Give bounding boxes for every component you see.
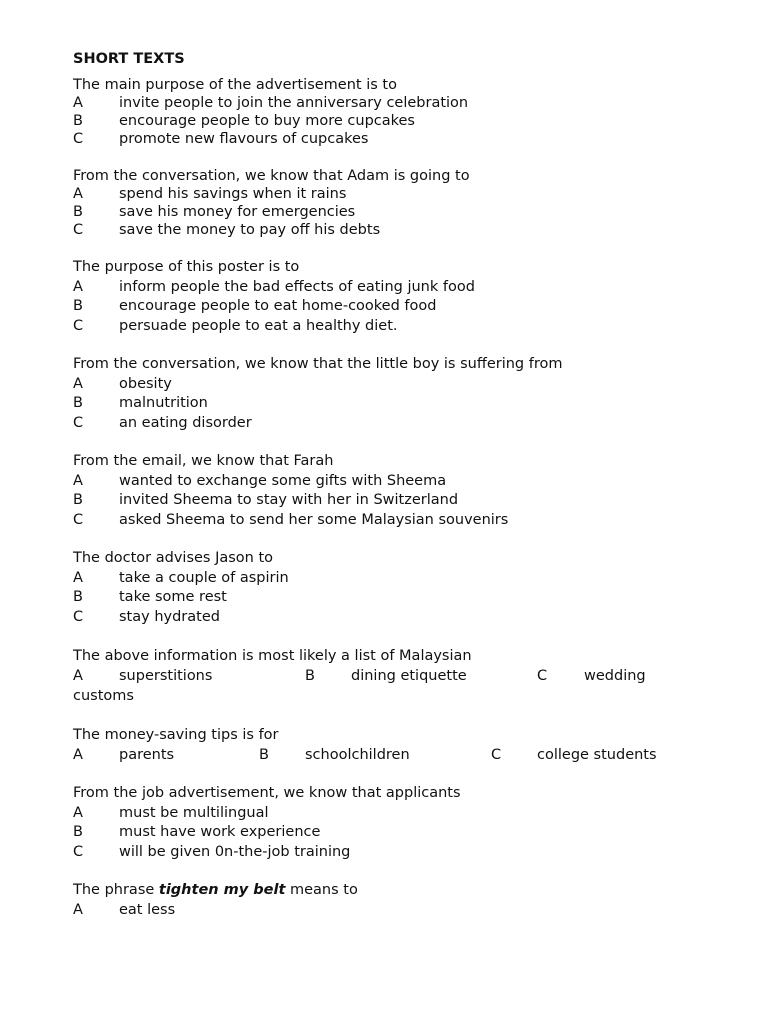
question-stem: The money-saving tips is for — [73, 727, 279, 743]
question-stem: The above information is most likely a list of Malaysian — [73, 648, 472, 664]
option-c — [73, 511, 713, 531]
question-8 — [73, 725, 713, 765]
option-b — [73, 203, 713, 221]
option-text: wanted to exchange some gifts with Sheema — [119, 472, 447, 489]
option-letter: B — [73, 824, 83, 840]
option-text: promote new flavours of cupcakes — [119, 131, 369, 147]
option-letter: A — [73, 186, 83, 202]
question-stem: The purpose of this poster is to — [73, 259, 300, 275]
option-letter: B — [73, 298, 83, 314]
option-letter: B — [305, 668, 315, 684]
option-text: asked Sheema to send her some Malaysian souvenirs — [119, 511, 509, 528]
option-letter: A — [73, 804, 83, 821]
option-letter: C — [73, 511, 84, 528]
option-letter: A — [73, 668, 83, 684]
option-a — [73, 804, 713, 824]
section-title: SHORT TEXTS — [73, 51, 185, 67]
option-b — [73, 394, 713, 414]
option-letter: C — [73, 414, 84, 431]
question-stem: The main purpose of the advertisement is to — [73, 77, 397, 93]
option-a — [73, 94, 713, 112]
option-text: dining etiquette — [351, 668, 467, 684]
option-text: stay hydrated — [119, 608, 220, 625]
option-b — [73, 297, 713, 317]
option-c — [73, 317, 713, 337]
stem-emphasis: tighten my belt — [158, 882, 286, 898]
option-text: invited Sheema to stay with her in Switzerland — [119, 492, 459, 508]
option-text: save his money for emergencies — [119, 204, 356, 220]
question-stem: From the email, we know that Farah — [73, 453, 334, 469]
option-letter: B — [73, 589, 83, 605]
question-stem: From the conversation, we know that the little boy is suffering from — [73, 356, 563, 372]
option-text: wedding — [584, 668, 646, 684]
option-letter: C — [73, 317, 84, 334]
question-6 — [73, 549, 713, 627]
option-text: spend his savings when it rains — [119, 186, 347, 202]
option-c — [73, 608, 713, 628]
option-continuation: customs — [73, 688, 134, 704]
option-a — [73, 569, 713, 589]
inline-options — [73, 745, 713, 765]
option-text: encourage people to eat home-cooked food — [119, 298, 437, 314]
question-4 — [73, 355, 713, 433]
option-letter: C — [537, 668, 548, 684]
option-text: eat less — [119, 901, 176, 918]
question-stem: From the conversation, we know that Adam is going to — [73, 168, 470, 184]
option-text: invite people to join the anniversary celebration — [119, 95, 469, 111]
option-letter: C — [73, 608, 84, 625]
document-page — [73, 48, 713, 939]
question-stem — [73, 881, 713, 901]
option-text: obesity — [119, 375, 172, 392]
option-a — [73, 185, 713, 203]
option-c — [73, 221, 713, 239]
question-2 — [73, 167, 713, 239]
option-a — [73, 472, 713, 492]
option-letter: A — [73, 901, 83, 918]
option-letter: A — [73, 569, 83, 586]
option-letter: C — [73, 131, 84, 147]
option-letter: B — [73, 395, 83, 411]
option-letter: A — [73, 472, 83, 489]
option-c — [73, 843, 713, 863]
option-text: malnutrition — [119, 395, 208, 411]
option-letter: A — [73, 747, 83, 763]
question-stem: From the job advertisement, we know that applicants — [73, 785, 461, 801]
option-text: college students — [537, 747, 657, 763]
option-c — [73, 130, 713, 148]
option-text: take some rest — [119, 589, 227, 605]
option-letter: A — [73, 95, 83, 111]
option-letter: B — [73, 113, 83, 129]
option-text: superstitions — [119, 668, 213, 684]
question-10 — [73, 881, 713, 920]
option-letter: A — [73, 278, 83, 295]
question-9 — [73, 784, 713, 862]
option-b — [73, 112, 713, 130]
option-letter: C — [73, 843, 84, 860]
option-text: inform people the bad effects of eating junk food — [119, 278, 475, 295]
option-b — [73, 823, 713, 843]
stem-text-after: means to — [285, 882, 358, 898]
option-letter: C — [73, 222, 84, 238]
question-5 — [73, 452, 713, 530]
option-text: parents — [119, 747, 175, 763]
option-text: an eating disorder — [119, 414, 252, 431]
question-stem: The doctor advises Jason to — [73, 550, 274, 566]
inline-options — [73, 666, 713, 686]
option-letter: C — [491, 747, 502, 763]
option-text: take a couple of aspirin — [119, 569, 289, 586]
question-7 — [73, 646, 713, 706]
option-text: must be multilingual — [119, 804, 269, 821]
option-text: must have work experience — [119, 824, 321, 840]
option-letter: B — [73, 492, 83, 508]
option-b — [73, 491, 713, 511]
option-text: save the money to pay off his debts — [119, 222, 381, 238]
option-a — [73, 278, 713, 298]
option-a — [73, 375, 713, 395]
option-letter: B — [259, 747, 269, 763]
option-text: schoolchildren — [305, 747, 410, 763]
option-a — [73, 901, 713, 921]
question-3 — [73, 258, 713, 336]
stem-text-before: The phrase — [73, 882, 159, 898]
option-letter: A — [73, 375, 83, 392]
option-b — [73, 588, 713, 608]
option-text: persuade people to eat a healthy diet. — [119, 317, 398, 334]
question-1 — [73, 76, 713, 148]
option-text: will be given 0n-the-job training — [119, 843, 351, 860]
option-text: encourage people to buy more cupcakes — [119, 113, 415, 129]
option-c — [73, 414, 713, 434]
option-letter: B — [73, 204, 83, 220]
